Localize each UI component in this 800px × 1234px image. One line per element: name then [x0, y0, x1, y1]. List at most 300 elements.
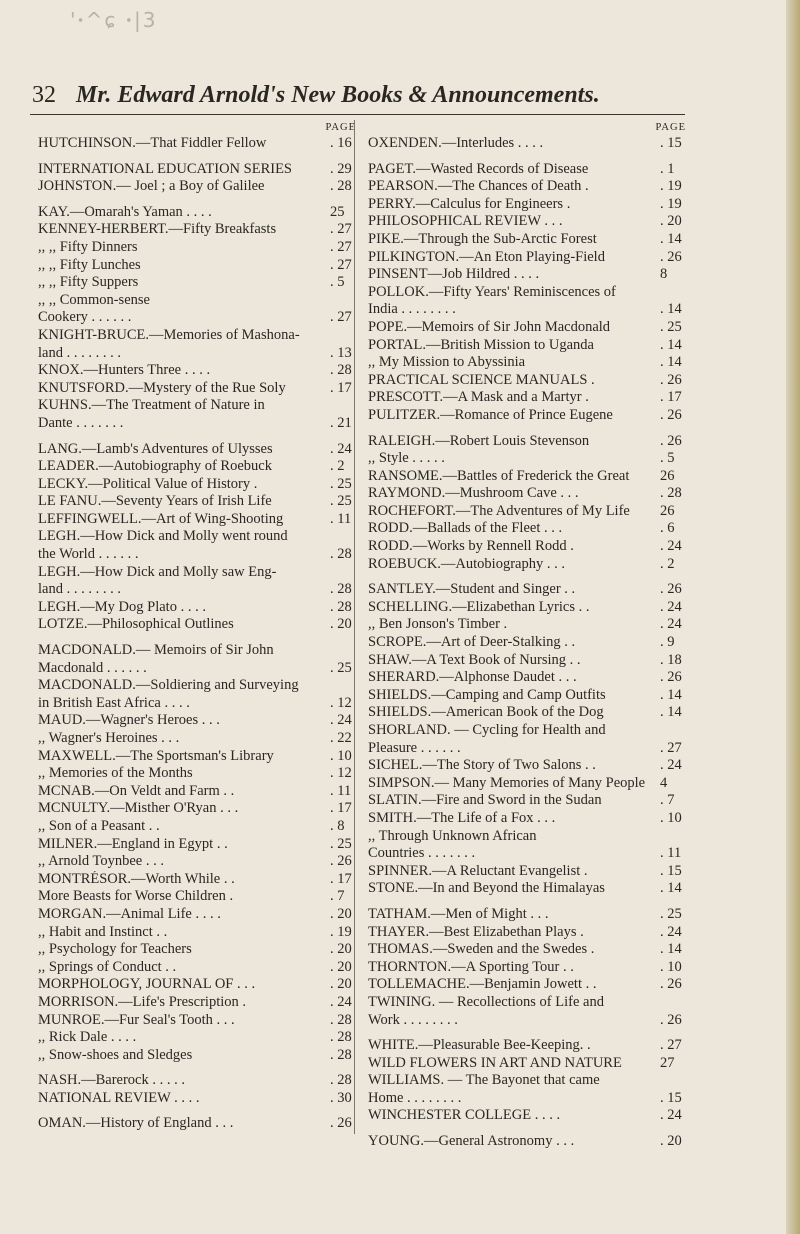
entry-page: . 2 [660, 555, 675, 572]
index-entry [38, 616, 356, 634]
index-entry [368, 249, 686, 267]
index-entry [38, 546, 356, 564]
index-entry [368, 556, 686, 574]
index-entry [368, 775, 686, 793]
section-gap [38, 196, 356, 204]
entry-text: LECKY.—Political Value of History . [38, 475, 258, 492]
entry-text: MORPHOLOGY, JOURNAL OF . . . [38, 976, 256, 993]
section-gap [368, 1125, 686, 1133]
entry-page: . 20 [330, 941, 352, 958]
entry-page: . 25 [660, 905, 682, 922]
index-entry [368, 941, 686, 959]
entry-text: WHITE.—Pleasurable Bee-Keeping. . [368, 1037, 591, 1054]
entry-text: ,, My Mission to Abyssinia [368, 354, 526, 371]
index-entry [38, 976, 356, 994]
entry-page: . 24 [660, 538, 682, 555]
entry-page: . 27 [330, 256, 352, 273]
entry-page: . 8 [330, 817, 345, 834]
entry-text: WINCHESTER COLLEGE . . . . [368, 1107, 561, 1124]
page-header [32, 82, 692, 109]
index-entry [368, 669, 686, 687]
entry-page: . 21 [330, 414, 352, 431]
entry-text: KNIGHT-BRUCE.—Memories of Mashona- [38, 326, 300, 343]
section-gap [38, 634, 356, 642]
entry-text: KENNEY-HERBERT.—Fifty Breakfasts [38, 221, 277, 238]
index-entry [368, 178, 686, 196]
entry-page: . 20 [660, 1133, 682, 1150]
index-entry [38, 800, 356, 818]
index-entry [368, 959, 686, 977]
entry-page: . 26 [660, 581, 682, 598]
entry-text: LEGH.—How Dick and Molly went round [38, 528, 288, 545]
index-entry [368, 372, 686, 390]
entry-page: . 27 [330, 309, 352, 326]
entry-page: . 14 [660, 941, 682, 958]
index-entry [368, 135, 686, 153]
index-entry [368, 213, 686, 231]
entry-text: SIMPSON.— Many Memories of Many People [368, 774, 646, 791]
entry-text: MILNER.—England in Egypt . . [38, 835, 228, 852]
left-index-column [38, 120, 356, 1133]
entry-text: KAY.—Omarah's Yaman . . . . [38, 203, 212, 220]
index-entry [368, 1072, 686, 1090]
entry-text: RAYMOND.—Mushroom Cave . . . [368, 485, 579, 502]
index-entry [368, 485, 686, 503]
entry-text: SLATIN.—Fire and Sword in the Sudan [368, 792, 602, 809]
entry-text: MACDONALD.—Soldiering and Surveying [38, 677, 299, 694]
entry-text: MAUD.—Wagner's Heroes . . . [38, 712, 220, 729]
entry-page: . 7 [660, 792, 675, 809]
page-number: 32 [32, 82, 56, 108]
section-gap [368, 425, 686, 433]
entry-text: WILD FLOWERS IN ART AND NATURE [368, 1054, 622, 1071]
index-entry [368, 337, 686, 355]
index-entry [368, 161, 686, 179]
entry-text: Macdonald . . . . . . [38, 659, 147, 676]
index-entry [38, 994, 356, 1012]
entry-text: SHIELDS.—Camping and Camp Outfits [368, 686, 606, 703]
index-entry [38, 941, 356, 959]
entry-text: MORRISON.—Life's Prescription . [38, 993, 247, 1010]
index-entry [368, 1037, 686, 1055]
entry-text: land . . . . . . . . [38, 344, 121, 361]
index-entry [38, 924, 356, 942]
section-gap [38, 433, 356, 441]
index-entry [368, 880, 686, 898]
entry-page: . 28 [330, 598, 352, 615]
entry-page: . 17 [660, 389, 682, 406]
entry-text: MCNAB.—On Veldt and Farm . . [38, 782, 235, 799]
index-entry [368, 433, 686, 451]
entry-page: . 19 [330, 923, 352, 940]
entry-page: . 14 [660, 301, 682, 318]
index-entry [38, 178, 356, 196]
entry-page: . 11 [660, 845, 682, 862]
entry-page: . 19 [660, 195, 682, 212]
entry-text: ,, Rick Dale . . . . [38, 1029, 137, 1046]
entry-page: . 27 [330, 238, 352, 255]
entry-text: PHILOSOPHICAL REVIEW . . . [368, 213, 563, 230]
entry-text: LANG.—Lamb's Adventures of Ulysses [38, 440, 273, 457]
entry-page: . 11 [330, 782, 352, 799]
index-entry [368, 468, 686, 486]
entry-page: 4 [660, 774, 668, 791]
entry-page: . 2 [330, 458, 345, 475]
index-entry [368, 1133, 686, 1151]
entry-text: RANSOME.—Battles of Frederick the Great [368, 467, 630, 484]
entry-text: THAYER.—Best Elizabethan Plays . [368, 923, 584, 940]
entry-text: PORTAL.—British Mission to Uganda [368, 336, 594, 353]
entry-page: . 20 [330, 616, 352, 633]
entry-text: THOMAS.—Sweden and the Swedes . [368, 941, 595, 958]
index-entry [368, 976, 686, 994]
entry-page: . 15 [660, 1089, 682, 1106]
index-entry [38, 1012, 356, 1030]
entry-text: the World . . . . . . [38, 546, 139, 563]
entry-text: WILLIAMS. — The Bayonet that came [368, 1072, 600, 1089]
index-entry [368, 581, 686, 599]
entry-text: LEGH.—How Dick and Molly saw Eng- [38, 563, 277, 580]
entry-page: . 26 [660, 1011, 682, 1028]
index-entry [38, 1072, 356, 1090]
entry-page: . 14 [660, 880, 682, 897]
index-entry [38, 712, 356, 730]
entry-page: . 26 [330, 1115, 352, 1132]
index-entry [368, 301, 686, 319]
entry-page: . 28 [330, 362, 352, 379]
index-entry [38, 362, 356, 380]
entry-text: ,, Memories of the Months [38, 765, 193, 782]
entry-page: . 24 [660, 616, 682, 633]
entry-text: ,, ,, Common-sense [38, 291, 150, 308]
entry-text: More Beasts for Worse Children . [38, 888, 234, 905]
entry-text: MUNROE.—Fur Seal's Tooth . . . [38, 1011, 235, 1028]
entry-page: . 24 [660, 923, 682, 940]
index-entry [368, 994, 686, 1012]
index-entry [368, 704, 686, 722]
index-entry [38, 345, 356, 363]
entry-page: 26 [660, 502, 675, 519]
entry-page: . 25 [330, 493, 352, 510]
entry-text: ,, ,, Fifty Dinners [38, 238, 138, 255]
entry-page: . 28 [330, 1029, 352, 1046]
entry-text: ,, ,, Fifty Suppers [38, 274, 139, 291]
entry-text: ,, ,, Fifty Lunches [38, 256, 141, 273]
entry-page: . 5 [330, 274, 345, 291]
entry-text: PRESCOTT.—A Mask and a Martyr . [368, 389, 589, 406]
section-gap [38, 1107, 356, 1115]
entry-page: . 10 [660, 958, 682, 975]
entry-page: . 18 [660, 651, 682, 668]
pencil-marks: 'ꞏ^ɕ ꞏ|3 [70, 8, 158, 32]
page-title: Mr. Edward Arnold's New Books & Announcements. [76, 82, 600, 108]
entry-page: . 6 [660, 520, 675, 537]
index-entry [368, 722, 686, 740]
entry-page: . 24 [330, 712, 352, 729]
entry-page: . 17 [330, 379, 352, 396]
index-entry [38, 959, 356, 977]
entry-page: . 26 [330, 853, 352, 870]
entry-text: India . . . . . . . . [368, 301, 456, 318]
index-entry [368, 740, 686, 758]
index-entry [38, 493, 356, 511]
index-entry [368, 266, 686, 284]
entry-page: . 28 [330, 1072, 352, 1089]
index-entry [38, 818, 356, 836]
page-edge [786, 0, 800, 1234]
entry-page: . 28 [330, 178, 352, 195]
entry-page: . 24 [330, 440, 352, 457]
index-entry [38, 871, 356, 889]
index-entry [368, 520, 686, 538]
index-entry [38, 380, 356, 398]
entry-page: . 27 [660, 1037, 682, 1054]
entry-page: . 29 [330, 160, 352, 177]
entry-text: MAXWELL.—The Sportsman's Library [38, 747, 274, 764]
index-entry [38, 853, 356, 871]
entry-page: 25 [330, 203, 345, 220]
index-entry [38, 581, 356, 599]
index-entry [38, 161, 356, 179]
entry-text: ,, Through Unknown African [368, 827, 537, 844]
entry-page: . 20 [330, 958, 352, 975]
entry-text: RODD.—Ballads of the Fleet . . . [368, 520, 563, 537]
index-entry [368, 231, 686, 249]
entry-page: . 20 [330, 905, 352, 922]
index-entry [368, 319, 686, 337]
entry-page: . 15 [660, 862, 682, 879]
entry-text: HUTCHINSON.—That Fiddler Fellow [38, 135, 267, 151]
entry-text: LEADER.—Autobiography of Roebuck [38, 458, 272, 475]
page-column-heading: PAGE [655, 122, 686, 133]
index-entry [368, 538, 686, 556]
index-entry [368, 906, 686, 924]
index-entry [38, 748, 356, 766]
index-entry [368, 687, 686, 705]
index-entry [368, 1055, 686, 1073]
entry-text: SCHELLING.—Elizabethan Lyrics . . [368, 598, 590, 615]
section-gap [368, 573, 686, 581]
index-entry [38, 274, 356, 292]
index-entry [38, 204, 356, 222]
index-entry [38, 1047, 356, 1065]
index-entry [38, 783, 356, 801]
index-entry [368, 924, 686, 942]
entry-page: . 14 [660, 230, 682, 247]
entry-page: . 17 [330, 800, 352, 817]
entry-text: TATHAM.—Men of Might . . . [368, 905, 549, 922]
entry-text: TWINING. — Recollections of Life and [368, 993, 604, 1010]
index-entry [368, 828, 686, 846]
entry-text: MORGAN.—Animal Life . . . . [38, 905, 221, 922]
entry-text: LEGH.—My Dog Plato . . . . [38, 598, 206, 615]
index-entry [368, 845, 686, 863]
index-entry [368, 450, 686, 468]
entry-page: 8 [660, 266, 668, 283]
index-entry [38, 476, 356, 494]
index-entry [38, 135, 356, 153]
index-entry [38, 441, 356, 459]
entry-text: RALEIGH.—Robert Louis Stevenson [368, 432, 590, 449]
entry-page: 26 [660, 467, 675, 484]
index-entry [38, 1029, 356, 1047]
index-entry [38, 888, 356, 906]
index-entry [38, 511, 356, 529]
entry-text: SMITH.—The Life of a Fox . . . [368, 809, 556, 826]
entry-text: KUHNS.—The Treatment of Nature in [38, 397, 265, 414]
entry-page: . 28 [330, 581, 352, 598]
entry-text: ,, Son of a Peasant . . [38, 817, 160, 834]
entry-text: RODD.—Works by Rennell Rodd . [368, 538, 574, 555]
entry-text: PINSENT—Job Hildred . . . . [368, 266, 540, 283]
entry-page: . 26 [660, 669, 682, 686]
index-entry [368, 407, 686, 425]
entry-text: Home . . . . . . . . [368, 1089, 462, 1106]
index-entry [368, 792, 686, 810]
index-entry [38, 564, 356, 582]
entry-page: . 26 [660, 432, 682, 449]
entry-page: . 12 [330, 694, 352, 711]
index-entry [368, 616, 686, 634]
entry-page: . 25 [330, 659, 352, 676]
entry-text: PULITZER.—Romance of Prince Eugene [368, 406, 613, 423]
entry-text: NASH.—Barerock . . . . . [38, 1072, 185, 1089]
entry-text: SHIELDS.—American Book of the Dog [368, 704, 604, 721]
index-entry [38, 642, 356, 660]
entry-text: SCROPE.—Art of Deer-Stalking . . [368, 634, 576, 651]
entry-page: . 13 [330, 344, 352, 361]
entry-text: SHAW.—A Text Book of Nursing . . [368, 651, 581, 668]
entry-text: in British East Africa . . . . [38, 694, 190, 711]
index-entry [38, 906, 356, 924]
entry-page: 27 [660, 1054, 675, 1071]
header-rule [30, 114, 685, 115]
entry-page: . 11 [330, 510, 352, 527]
entry-page: . 17 [330, 870, 352, 887]
index-entry [38, 765, 356, 783]
right-index-column [368, 120, 686, 1151]
entry-text: PERRY.—Calculus for Engineers . [368, 195, 571, 212]
entry-page: . 26 [660, 248, 682, 265]
index-entry [38, 397, 356, 415]
entry-page: . 30 [330, 1089, 352, 1106]
entry-text: THORNTON.—A Sporting Tour . . [368, 958, 574, 975]
index-entry [368, 196, 686, 214]
entry-text: MACDONALD.— Memoirs of Sir John [38, 642, 274, 659]
entry-page: . 24 [660, 598, 682, 615]
index-entry [368, 599, 686, 617]
entry-text: SPINNER.—A Reluctant Evangelist . [368, 862, 588, 879]
section-gap [368, 1029, 686, 1037]
index-entry [38, 1090, 356, 1108]
entry-text: SHERARD.—Alphonse Daudet . . . [368, 669, 577, 686]
entry-text: MONTRÉSOR.—Worth While . . [38, 870, 235, 887]
entry-text: ,, Psychology for Teachers [38, 941, 192, 958]
entry-page: . 5 [660, 450, 675, 467]
entry-page: . 22 [330, 730, 352, 746]
index-entry [368, 652, 686, 670]
index-entry [38, 327, 356, 345]
entry-text: ,, Arnold Toynbee . . . [38, 853, 164, 870]
entry-text: Dante . . . . . . . [38, 414, 124, 431]
entry-text: PRACTICAL SCIENCE MANUALS . [368, 371, 595, 388]
index-entry [38, 239, 356, 257]
index-entry [38, 730, 356, 748]
index-entry [368, 810, 686, 828]
entry-page: . 26 [660, 371, 682, 388]
entry-page: . 26 [660, 976, 682, 993]
entry-page: . 28 [330, 546, 352, 563]
entry-page: . 9 [660, 634, 675, 651]
entry-text: ,, Springs of Conduct . . [38, 958, 177, 975]
entry-page: . 15 [660, 135, 682, 151]
entry-text: OMAN.—History of England . . . [38, 1115, 234, 1132]
entry-page: . 1 [660, 160, 675, 177]
entry-page: . 14 [660, 354, 682, 371]
index-entry [368, 1107, 686, 1125]
entry-text: SHORLAND. — Cycling for Health and [368, 722, 606, 738]
entry-text: PAGET.—Wasted Records of Disease [368, 160, 589, 177]
index-entry [368, 757, 686, 775]
entry-text: LOTZE.—Philosophical Outlines [38, 616, 234, 633]
index-entry [38, 695, 356, 713]
index-entry [368, 1090, 686, 1108]
entry-page: . 27 [330, 221, 352, 238]
entry-text: NATIONAL REVIEW . . . . [38, 1089, 200, 1106]
index-entry [38, 257, 356, 275]
section-gap [368, 153, 686, 161]
entry-text: PIKE.—Through the Sub-Arctic Forest [368, 230, 597, 247]
page-column-heading: PAGE [325, 122, 356, 133]
entry-page: . 27 [660, 739, 682, 756]
entry-page: . 12 [330, 765, 352, 782]
entry-text: YOUNG.—General Astronomy . . . [368, 1133, 575, 1150]
entry-text: land . . . . . . . . [38, 581, 121, 598]
column-divider [354, 120, 355, 1134]
entry-text: JOHNSTON.— Joel ; a Boy of Galilee [38, 178, 265, 195]
entry-text: ROEBUCK.—Autobiography . . . [368, 555, 565, 572]
entry-text: LEFFINGWELL.—Art of Wing-Shooting [38, 510, 284, 527]
entry-page: . 19 [660, 178, 682, 195]
entry-text: Pleasure . . . . . . [368, 739, 461, 756]
entry-text: Work . . . . . . . . [368, 1011, 458, 1028]
index-entry [38, 221, 356, 239]
entry-text: STONE.—In and Beyond the Himalayas [368, 880, 605, 897]
entry-page: . 28 [660, 485, 682, 502]
entry-text: Countries . . . . . . . [368, 845, 476, 862]
index-entry [38, 599, 356, 617]
section-gap [38, 1064, 356, 1072]
section-gap [368, 898, 686, 906]
entry-text: TOLLEMACHE.—Benjamin Jowett . . [368, 976, 597, 993]
index-entry [38, 660, 356, 678]
index-entry [38, 1115, 356, 1133]
entry-page: . 25 [330, 835, 352, 852]
entry-text: POLLOK.—Fifty Years' Reminiscences of [368, 283, 616, 300]
entry-page: . 25 [330, 475, 352, 492]
entry-page: . 24 [660, 1107, 682, 1124]
entry-text: LE FANU.—Seventy Years of Irish Life [38, 493, 272, 510]
entry-page: . 28 [330, 1011, 352, 1028]
entry-page: . 14 [660, 686, 682, 703]
entry-page: . 10 [660, 809, 682, 826]
index-entry [368, 354, 686, 372]
entry-page: . 28 [330, 1046, 352, 1063]
entry-page: . 25 [660, 318, 682, 335]
entry-text: ,, Snow-shoes and Sledges [38, 1046, 193, 1063]
entry-page: . 14 [660, 704, 682, 721]
index-entry [38, 528, 356, 546]
